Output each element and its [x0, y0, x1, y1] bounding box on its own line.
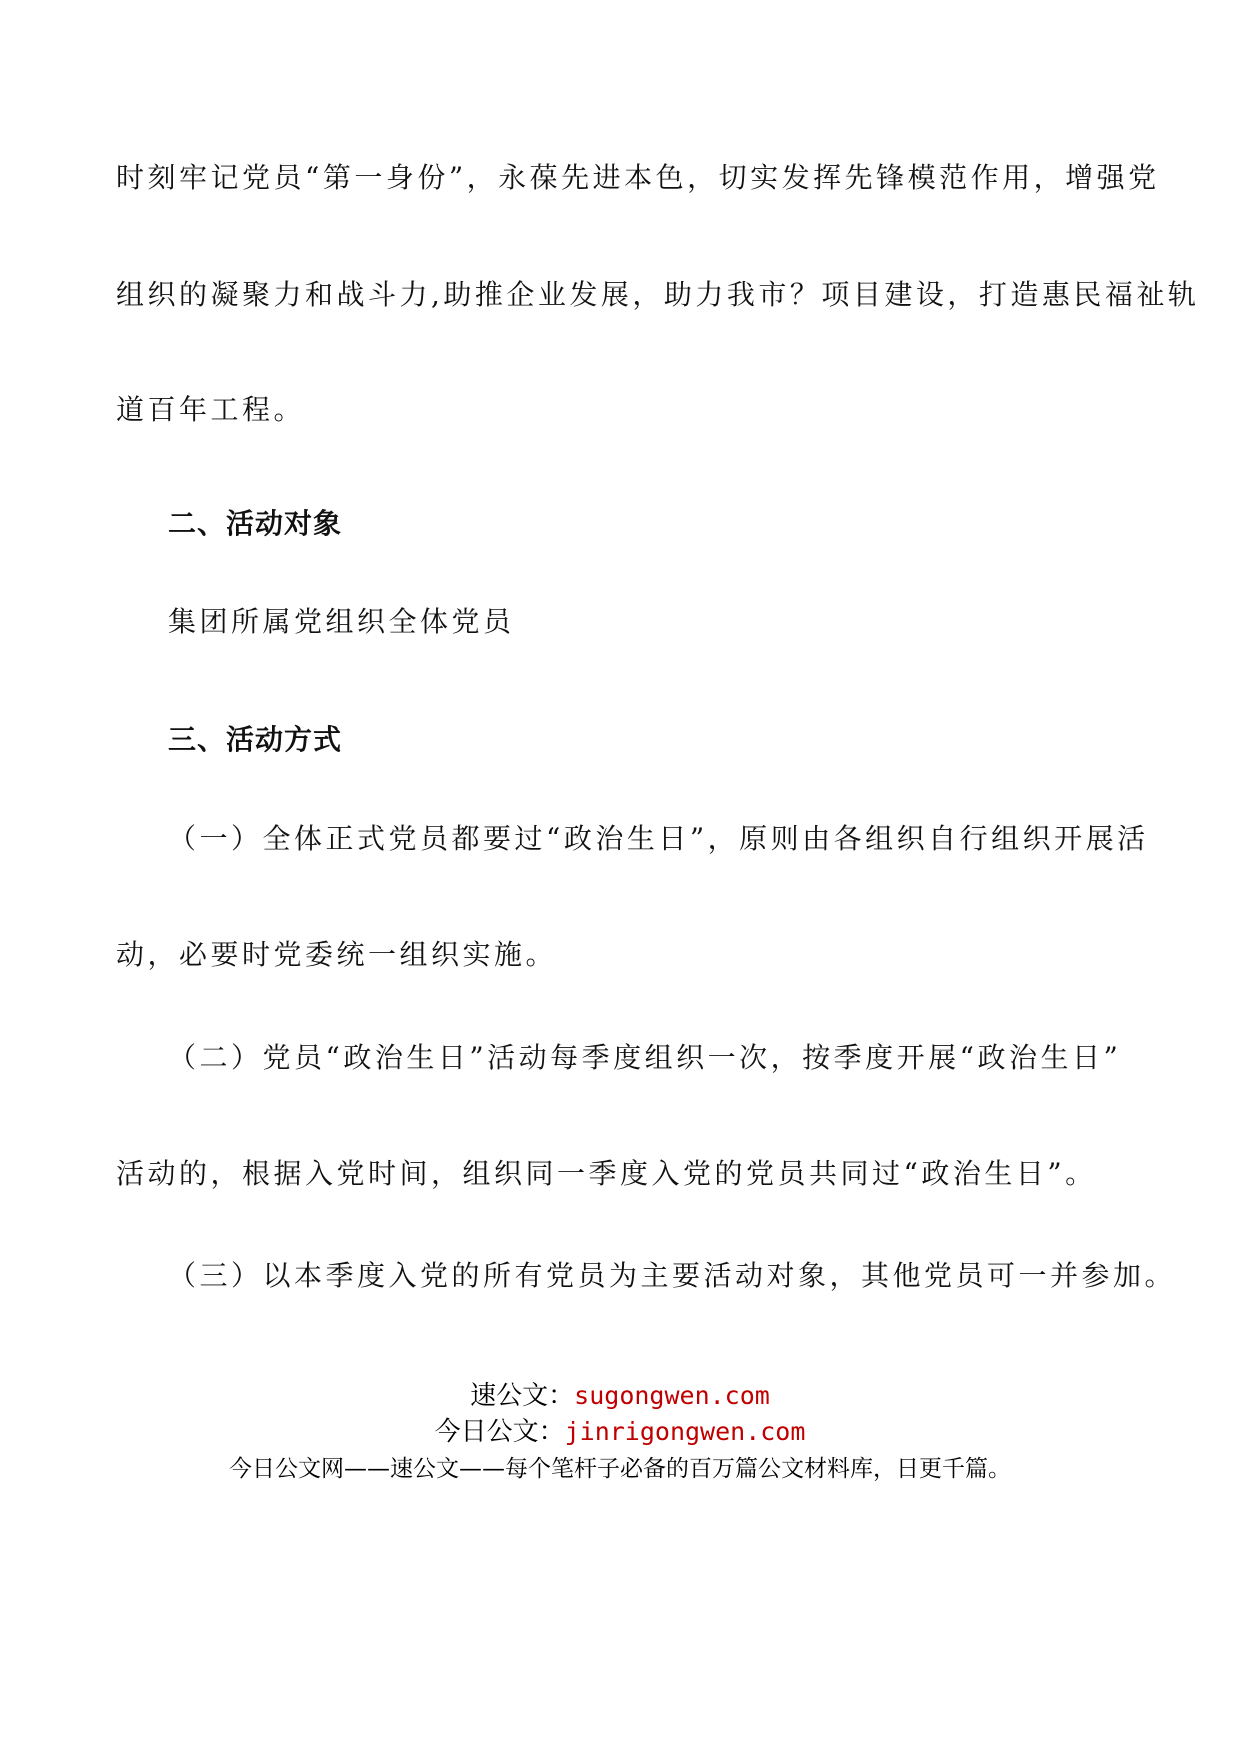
paragraph-4-line-2: 活动的，根据入党时间，组织同一季度入党的党员共同过“政治生日”。 [116, 1157, 1097, 1190]
footer-site-2-link[interactable]: jinrigongwen.com [564, 1417, 806, 1446]
footer-site-1-link[interactable]: sugongwen.com [574, 1381, 770, 1410]
paragraph-5: （三）以本季度入党的所有党员为主要活动对象，其他党员可一并参加。 [168, 1259, 1177, 1292]
paragraph-3-line-2: 动，必要时党委统一组织实施。 [116, 938, 558, 971]
section-heading-2: 二、活动对象 [168, 507, 343, 540]
paragraph-2: 集团所属党组织全体党员 [168, 605, 515, 638]
footer-slogan: 今日公文网——速公文——每个笔杆子必备的百万篇公文材料库，日更千篇。 [229, 1456, 1011, 1482]
footer-site-2 [0, 1416, 1240, 1448]
paragraph-4-line-1: （二）党员“政治生日”活动每季度组织一次，按季度开展“政治生日” [168, 1041, 1122, 1074]
footer-site-2-label: 今日公文： [434, 1417, 565, 1447]
footer-site-1 [0, 1380, 1240, 1412]
paragraph-3-line-1: （一）全体正式党员都要过“政治生日”，原则由各组织自行组织开展活 [168, 822, 1149, 855]
paragraph-1-line-1: 时刻牢记党员“第一身份”，永葆先进本色，切实发挥先锋模范作用，增强党 [116, 161, 1160, 194]
paragraph-1-line-2: 组织的凝聚力和战斗力,助推企业发展，助力我市？项目建设，打造惠民福祉轨 [116, 278, 1200, 311]
section-heading-3: 三、活动方式 [168, 723, 343, 756]
paragraph-1-line-3: 道百年工程。 [116, 393, 306, 426]
footer-site-1-label: 速公文： [470, 1381, 575, 1411]
